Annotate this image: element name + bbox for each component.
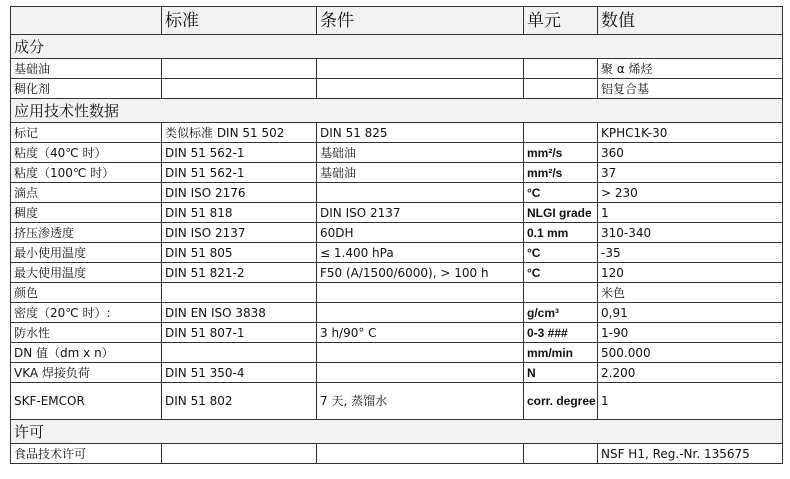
- unit-cell: [524, 59, 598, 79]
- table-row: [11, 59, 783, 79]
- property-cell: 稠化剂: [11, 79, 162, 99]
- condition-cell: 7 天, 蒸馏水: [317, 383, 524, 420]
- value-cell: -35: [598, 243, 783, 263]
- value-cell: 120: [598, 263, 783, 283]
- standard-cell: 类似标准 DIN 51 502: [162, 123, 317, 143]
- value-cell: > 230: [598, 183, 783, 203]
- value-cell: 2.200: [598, 363, 783, 383]
- property-cell: 稠度: [11, 203, 162, 223]
- condition-cell: DIN ISO 2137: [317, 203, 524, 223]
- condition-cell: 3 h/90° C: [317, 323, 524, 343]
- standard-cell: DIN 51 562-1: [162, 143, 317, 163]
- unit-cell: [524, 79, 598, 99]
- condition-cell: [317, 343, 524, 363]
- standard-cell: DIN 51 821-2: [162, 263, 317, 283]
- property-cell: 标记: [11, 123, 162, 143]
- unit-cell: 0.1 mm: [524, 223, 598, 243]
- condition-cell: [317, 363, 524, 383]
- property-cell: 密度（20℃ 时）:: [11, 303, 162, 323]
- value-cell: 37: [598, 163, 783, 183]
- standard-cell: DIN 51 562-1: [162, 163, 317, 183]
- header-cell: 标准: [162, 7, 317, 35]
- condition-cell: F50 (A/1500/6000), > 100 h: [317, 263, 524, 283]
- unit-cell: mm²/s: [524, 143, 598, 163]
- condition-cell: [317, 303, 524, 323]
- unit-cell: 0-3 ###: [524, 323, 598, 343]
- value-cell: 0,91: [598, 303, 783, 323]
- unit-cell: g/cm³: [524, 303, 598, 323]
- section-header-row: [11, 35, 783, 59]
- standard-cell: DIN 51 350-4: [162, 363, 317, 383]
- property-cell: 颜色: [11, 283, 162, 303]
- table-row: [11, 444, 783, 464]
- table-row: [11, 263, 783, 283]
- table-row: [11, 303, 783, 323]
- condition-cell: 基础油: [317, 143, 524, 163]
- value-cell: 米色: [598, 283, 783, 303]
- property-cell: SKF-EMCOR: [11, 383, 162, 420]
- header-cell: [11, 7, 162, 35]
- condition-cell: [317, 79, 524, 99]
- standard-cell: DIN 51 802: [162, 383, 317, 420]
- value-cell: 360: [598, 143, 783, 163]
- unit-cell: °C: [524, 243, 598, 263]
- standard-cell: DIN EN ISO 3838: [162, 303, 317, 323]
- condition-cell: ≤ 1.400 hPa: [317, 243, 524, 263]
- table-row: [11, 243, 783, 263]
- property-cell: 食品技术许可: [11, 444, 162, 464]
- value-cell: 1: [598, 383, 783, 420]
- table-row: [11, 203, 783, 223]
- property-cell: 最大使用温度: [11, 263, 162, 283]
- standard-cell: [162, 444, 317, 464]
- standard-cell: [162, 283, 317, 303]
- standard-cell: DIN 51 807-1: [162, 323, 317, 343]
- section-header-row: [11, 420, 783, 444]
- section-title: 成分: [11, 35, 783, 59]
- section-title: 应用技术性数据: [11, 99, 783, 123]
- table-row: [11, 79, 783, 99]
- unit-cell: °C: [524, 183, 598, 203]
- value-cell: 310-340: [598, 223, 783, 243]
- value-cell: 1: [598, 203, 783, 223]
- section-title: 许可: [11, 420, 783, 444]
- unit-cell: NLGI grade: [524, 203, 598, 223]
- unit-cell: corr. degree: [524, 383, 598, 420]
- property-cell: VKA 焊接负荷: [11, 363, 162, 383]
- section-header-row: [11, 99, 783, 123]
- property-cell: 粘度（40℃ 时）: [11, 143, 162, 163]
- table-row: [11, 383, 783, 420]
- property-cell: 粘度（100℃ 时）: [11, 163, 162, 183]
- condition-cell: [317, 283, 524, 303]
- value-cell: 1-90: [598, 323, 783, 343]
- condition-cell: [317, 59, 524, 79]
- header-cell: 数值: [598, 7, 783, 35]
- table-row: [11, 363, 783, 383]
- value-cell: 聚 α 烯烃: [598, 59, 783, 79]
- unit-cell: N: [524, 363, 598, 383]
- property-cell: 挤压渗透度: [11, 223, 162, 243]
- standard-cell: DIN 51 818: [162, 203, 317, 223]
- header-cell: 条件: [317, 7, 524, 35]
- unit-cell: °C: [524, 263, 598, 283]
- condition-cell: DIN 51 825: [317, 123, 524, 143]
- table-row: [11, 183, 783, 203]
- spec-table: [10, 6, 783, 464]
- standard-cell: [162, 79, 317, 99]
- property-cell: 最小使用温度: [11, 243, 162, 263]
- value-cell: KPHC1K-30: [598, 123, 783, 143]
- condition-cell: 基础油: [317, 163, 524, 183]
- spec-sheet: [10, 6, 782, 464]
- unit-cell: [524, 444, 598, 464]
- value-cell: 500.000: [598, 343, 783, 363]
- value-cell: 铝复合基: [598, 79, 783, 99]
- unit-cell: mm²/s: [524, 163, 598, 183]
- table-row: [11, 123, 783, 143]
- unit-cell: mm/min: [524, 343, 598, 363]
- standard-cell: [162, 343, 317, 363]
- value-cell: NSF H1, Reg.-Nr. 135675: [598, 444, 783, 464]
- table-row: [11, 143, 783, 163]
- header-row: [11, 7, 783, 35]
- condition-cell: [317, 183, 524, 203]
- table-row: [11, 163, 783, 183]
- condition-cell: 60DH: [317, 223, 524, 243]
- table-row: [11, 343, 783, 363]
- standard-cell: DIN ISO 2176: [162, 183, 317, 203]
- standard-cell: DIN 51 805: [162, 243, 317, 263]
- unit-cell: [524, 283, 598, 303]
- standard-cell: DIN ISO 2137: [162, 223, 317, 243]
- property-cell: 防水性: [11, 323, 162, 343]
- table-row: [11, 323, 783, 343]
- table-row: [11, 283, 783, 303]
- unit-cell: [524, 123, 598, 143]
- property-cell: 基础油: [11, 59, 162, 79]
- property-cell: DN 值（dm x n）: [11, 343, 162, 363]
- condition-cell: [317, 444, 524, 464]
- table-row: [11, 223, 783, 243]
- header-cell: 单元: [524, 7, 598, 35]
- property-cell: 滴点: [11, 183, 162, 203]
- standard-cell: [162, 59, 317, 79]
